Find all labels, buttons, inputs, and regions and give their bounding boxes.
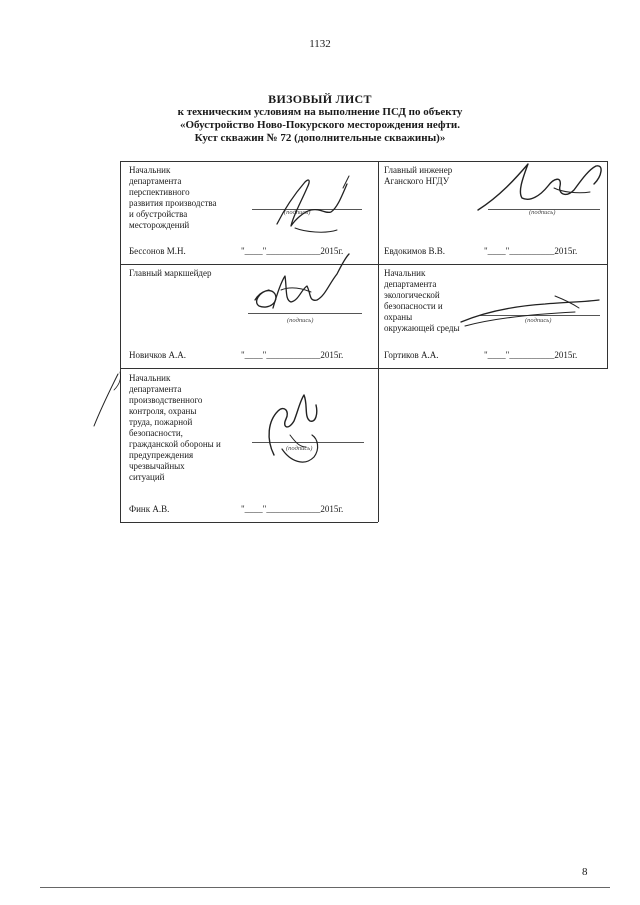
table-row-divider-2 [120,368,608,369]
cell-5-signature-caption: (подпись) [286,445,313,452]
table-column-divider [378,161,379,522]
cell-2-role: Главный инженер Аганского НГДУ [384,165,453,186]
cell-1-signature-caption: (подпись) [284,209,311,216]
heading-line-4: Куст скважин № 72 (дополнительные скважины)» [194,132,446,144]
document-title: ВИЗОВЫЙ ЛИСТ [268,92,372,106]
cell-5-date: "____"____________2015г. [241,504,344,514]
cell-4-role: Начальник департамента экологической безопасности и охраны окружающей среды [384,268,460,333]
cell-1-date: "____"____________2015г. [241,246,344,256]
cell-3-date: "____"____________2015г. [241,350,344,360]
cell-1-role: Начальник департамента перспективного развития производства и обустройства месторождений [129,165,217,230]
cell-2-date: "____"__________2015г. [484,246,578,256]
page-number-top: 1132 [309,38,331,50]
cell-3-name: Новичков А.А. [129,350,187,360]
cell-3-handwritten-signature [245,250,365,330]
cell-4-name: Гортиков А.А. [384,350,439,360]
cell-4-handwritten-signature [455,292,605,332]
document-heading [0,93,640,145]
table-border-bottom [120,522,378,523]
heading-line-3: «Обустройство Ново-Покурского месторождения нефти. [179,119,461,131]
cell-2-signature-caption: (подпись) [529,209,556,216]
table-border-left [120,161,121,522]
cell-3-role: Главный маркшейдер [129,268,212,278]
heading-line-2: к техническим условиям на выполнение ПСД по объекту [177,106,463,118]
cell-4-signature-caption: (подпись) [525,317,552,324]
cell-5-handwritten-signature [260,385,330,475]
cell-2-name: Евдокимов В.В. [384,246,445,256]
cell-1-handwritten-signature [265,168,365,248]
cell-4-date: "____"__________2015г. [484,350,578,360]
cell-1-name: Бессонов М.Н. [129,246,186,256]
cell-5-role: Начальник департамента производственного контроля, охраны труда, пожарной безопасности, гражданской обороны и предупреждения чрезвычайных ситуаций [129,373,221,482]
cell-5-name: Финк А.В. [129,504,170,514]
footer-rule [40,887,610,888]
margin-pen-mark [88,370,128,430]
cell-2-handwritten-signature [470,158,610,218]
page-number-bottom: 8 [582,866,588,878]
cell-3-signature-caption: (подпись) [287,317,314,324]
